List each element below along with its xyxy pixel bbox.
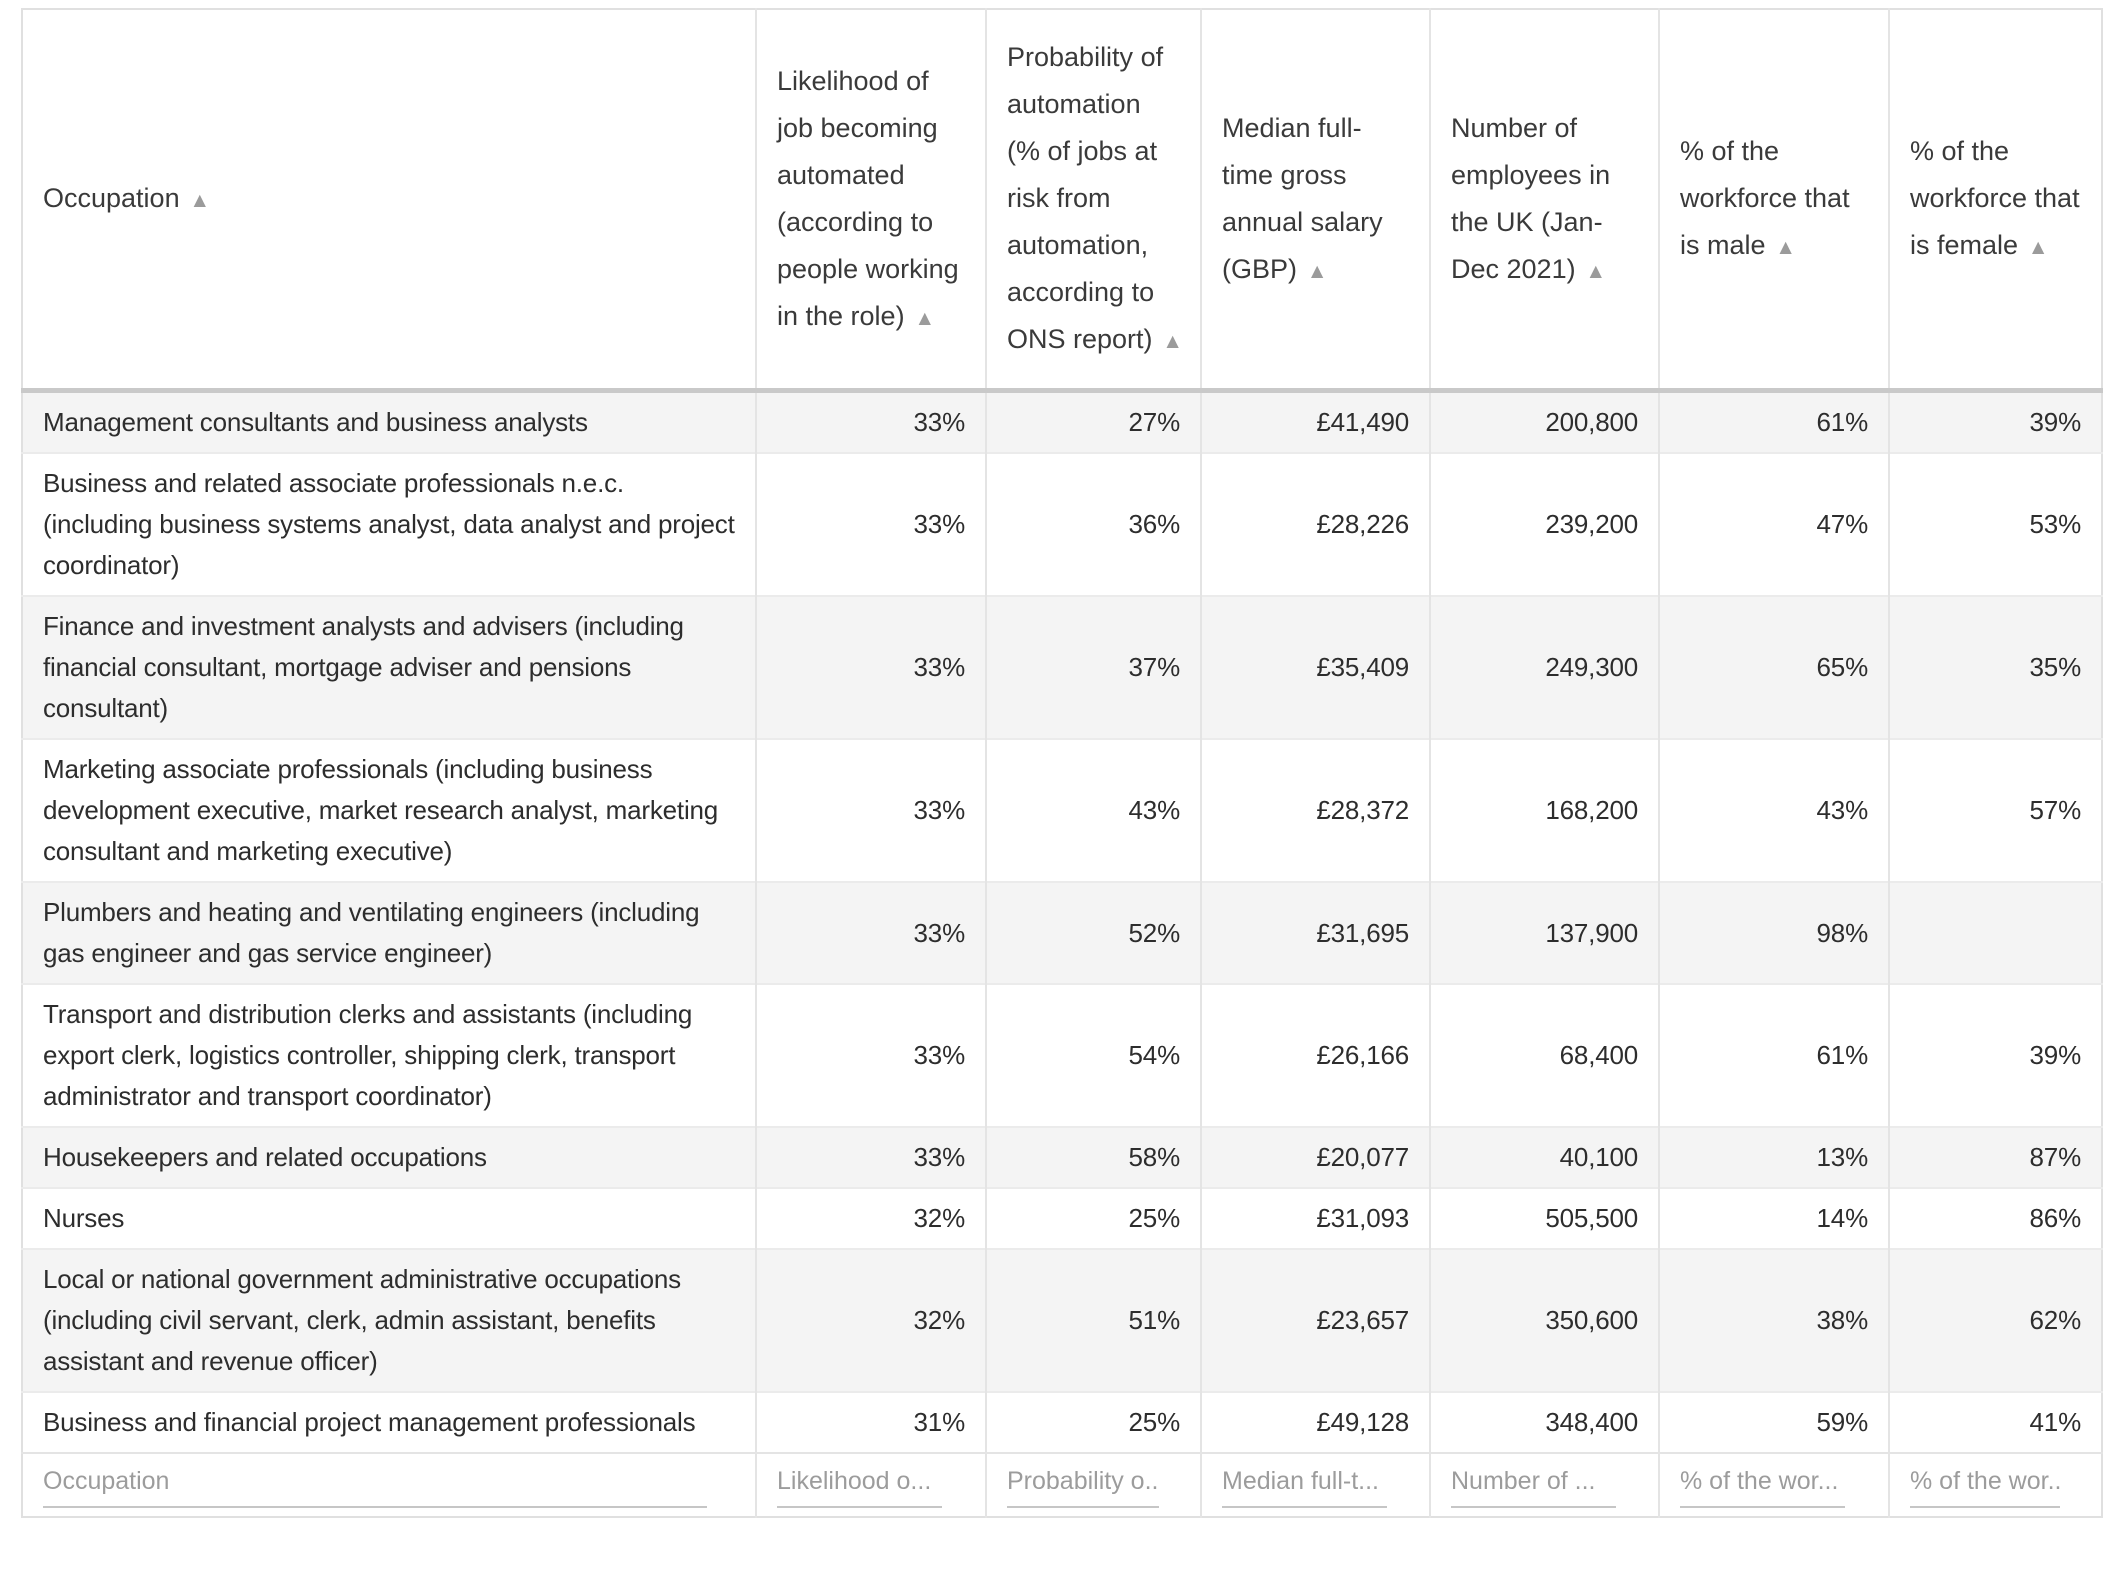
salary-cell: £28,372 xyxy=(1201,739,1430,882)
female-cell xyxy=(1889,882,2102,984)
filter-input-female[interactable] xyxy=(1910,1465,2060,1508)
column-header-employees[interactable] xyxy=(1430,9,1659,391)
sort-ascending-icon: ▲ xyxy=(1311,260,1324,280)
occupation-cell: Local or national government administrative occupations (including civil servant, clerk, admin assistant, benefits assistant and revenue officer) xyxy=(22,1249,756,1392)
filter-cell-employees xyxy=(1430,1453,1659,1517)
filter-input-salary[interactable] xyxy=(1222,1465,1387,1508)
column-header-salary[interactable] xyxy=(1201,9,1430,391)
column-header-label: % of the workforce that is female xyxy=(1910,136,2080,260)
column-header-female[interactable] xyxy=(1889,9,2102,391)
female-cell: 62% xyxy=(1889,1249,2102,1392)
male-cell: 98% xyxy=(1659,882,1889,984)
filter-cell-male xyxy=(1659,1453,1889,1517)
occupation-cell: Business and related associate professionals n.e.c. (including business systems analyst, data analyst and project coordinator) xyxy=(22,453,756,596)
sort-ascending-icon: ▲ xyxy=(193,190,206,209)
filter-cell-occupation xyxy=(22,1453,756,1517)
likelihood-cell: 33% xyxy=(756,453,986,596)
filter-cell-probability xyxy=(986,1453,1201,1517)
employees-cell: 239,200 xyxy=(1430,453,1659,596)
table-row xyxy=(22,1249,2102,1392)
employees-cell: 200,800 xyxy=(1430,391,1659,454)
male-cell: 59% xyxy=(1659,1392,1889,1453)
table-row xyxy=(22,739,2102,882)
table-row xyxy=(22,882,2102,984)
occupation-cell: Finance and investment analysts and advisers (including financial consultant, mortgage adviser and pensions consultant) xyxy=(22,596,756,739)
occupation-cell: Nurses xyxy=(22,1188,756,1249)
employees-cell: 137,900 xyxy=(1430,882,1659,984)
female-cell: 35% xyxy=(1889,596,2102,739)
header-row xyxy=(22,9,2102,391)
female-cell: 39% xyxy=(1889,391,2102,454)
occupation-cell: Housekeepers and related occupations xyxy=(22,1127,756,1188)
male-cell: 61% xyxy=(1659,391,1889,454)
employees-cell: 68,400 xyxy=(1430,984,1659,1127)
probability-cell: 52% xyxy=(986,882,1201,984)
column-header-label: Number of employees in the UK (Jan-Dec 2021) xyxy=(1451,112,1611,284)
salary-cell: £49,128 xyxy=(1201,1392,1430,1453)
occupation-cell: Business and financial project management professionals xyxy=(22,1392,756,1453)
column-header-probability[interactable] xyxy=(986,9,1201,391)
employees-cell: 348,400 xyxy=(1430,1392,1659,1453)
sort-ascending-icon: ▲ xyxy=(1779,237,1792,256)
table-row xyxy=(22,1127,2102,1188)
employees-cell: 350,600 xyxy=(1430,1249,1659,1392)
filter-cell-salary xyxy=(1201,1453,1430,1517)
salary-cell: £35,409 xyxy=(1201,596,1430,739)
female-cell: 53% xyxy=(1889,453,2102,596)
column-header-label: % of the workforce that is male xyxy=(1680,136,1850,260)
table-filter-row-container xyxy=(22,1453,2102,1517)
employees-cell: 168,200 xyxy=(1430,739,1659,882)
sort-ascending-icon: ▲ xyxy=(918,307,931,327)
occupation-cell: Marketing associate professionals (including business development executive, market research analyst, marketing consultant and marketing executive) xyxy=(22,739,756,882)
female-cell: 39% xyxy=(1889,984,2102,1127)
sort-ascending-icon: ▲ xyxy=(1166,331,1179,350)
female-cell: 41% xyxy=(1889,1392,2102,1453)
employees-cell: 249,300 xyxy=(1430,596,1659,739)
salary-cell: £31,093 xyxy=(1201,1188,1430,1249)
filter-input-occupation[interactable] xyxy=(43,1465,707,1508)
male-cell: 14% xyxy=(1659,1188,1889,1249)
column-header-likelihood[interactable] xyxy=(756,9,986,391)
likelihood-cell: 33% xyxy=(756,739,986,882)
salary-cell: £28,226 xyxy=(1201,453,1430,596)
column-header-label: Likelihood of job becoming automated (according to people working in the role) xyxy=(777,65,959,331)
table-row xyxy=(22,391,2102,454)
filter-input-male[interactable] xyxy=(1680,1465,1845,1508)
likelihood-cell: 32% xyxy=(756,1249,986,1392)
sort-ascending-icon: ▲ xyxy=(2032,237,2045,256)
employees-cell: 40,100 xyxy=(1430,1127,1659,1188)
column-header-label: Probability of automation (% of jobs at risk from automation, according to ONS report) xyxy=(1007,42,1164,354)
female-cell: 86% xyxy=(1889,1188,2102,1249)
table-row xyxy=(22,1392,2102,1453)
filter-input-probability[interactable] xyxy=(1007,1465,1159,1508)
table-row xyxy=(22,984,2102,1127)
salary-cell: £31,695 xyxy=(1201,882,1430,984)
column-header-male[interactable] xyxy=(1659,9,1889,391)
salary-cell: £23,657 xyxy=(1201,1249,1430,1392)
likelihood-cell: 33% xyxy=(756,391,986,454)
probability-cell: 58% xyxy=(986,1127,1201,1188)
probability-cell: 51% xyxy=(986,1249,1201,1392)
table-header xyxy=(22,9,2102,391)
male-cell: 43% xyxy=(1659,739,1889,882)
male-cell: 38% xyxy=(1659,1249,1889,1392)
probability-cell: 43% xyxy=(986,739,1201,882)
likelihood-cell: 31% xyxy=(756,1392,986,1453)
male-cell: 47% xyxy=(1659,453,1889,596)
probability-cell: 25% xyxy=(986,1392,1201,1453)
salary-cell: £20,077 xyxy=(1201,1127,1430,1188)
column-header-label: Median full-time gross annual salary (GBP) xyxy=(1222,112,1383,284)
filter-cell-female xyxy=(1889,1453,2102,1517)
female-cell: 87% xyxy=(1889,1127,2102,1188)
occupation-cell: Transport and distribution clerks and assistants (including export clerk, logistics controller, shipping clerk, transport administrator and transport coordinator) xyxy=(22,984,756,1127)
table-row xyxy=(22,1188,2102,1249)
filter-row xyxy=(22,1453,2102,1517)
filter-input-employees[interactable] xyxy=(1451,1465,1616,1508)
male-cell: 61% xyxy=(1659,984,1889,1127)
occupation-cell: Management consultants and business analysts xyxy=(43,407,588,437)
filter-input-likelihood[interactable] xyxy=(777,1465,942,1508)
column-header-label: Occupation xyxy=(43,183,180,213)
sort-ascending-icon: ▲ xyxy=(1589,260,1602,280)
column-header-occupation[interactable] xyxy=(22,9,756,391)
filter-cell-likelihood xyxy=(756,1453,986,1517)
likelihood-cell: 33% xyxy=(756,882,986,984)
salary-cell: £26,166 xyxy=(1201,984,1430,1127)
male-cell: 65% xyxy=(1659,596,1889,739)
likelihood-cell: 33% xyxy=(756,984,986,1127)
probability-cell: 25% xyxy=(986,1188,1201,1249)
probability-cell: 27% xyxy=(986,391,1201,454)
occupation-cell: Plumbers and heating and ventilating engineers (including gas engineer and gas service engineer) xyxy=(22,882,756,984)
male-cell: 13% xyxy=(1659,1127,1889,1188)
likelihood-cell: 32% xyxy=(756,1188,986,1249)
occupations-automation-table xyxy=(21,8,2103,1518)
probability-cell: 37% xyxy=(986,596,1201,739)
probability-cell: 36% xyxy=(986,453,1201,596)
table-row xyxy=(22,453,2102,596)
table-body xyxy=(22,391,2102,1454)
probability-cell: 54% xyxy=(986,984,1201,1127)
likelihood-cell: 33% xyxy=(756,1127,986,1188)
female-cell: 57% xyxy=(1889,739,2102,882)
salary-cell: £41,490 xyxy=(1201,391,1430,454)
likelihood-cell: 33% xyxy=(756,596,986,739)
table-row xyxy=(22,596,2102,739)
employees-cell: 505,500 xyxy=(1430,1188,1659,1249)
